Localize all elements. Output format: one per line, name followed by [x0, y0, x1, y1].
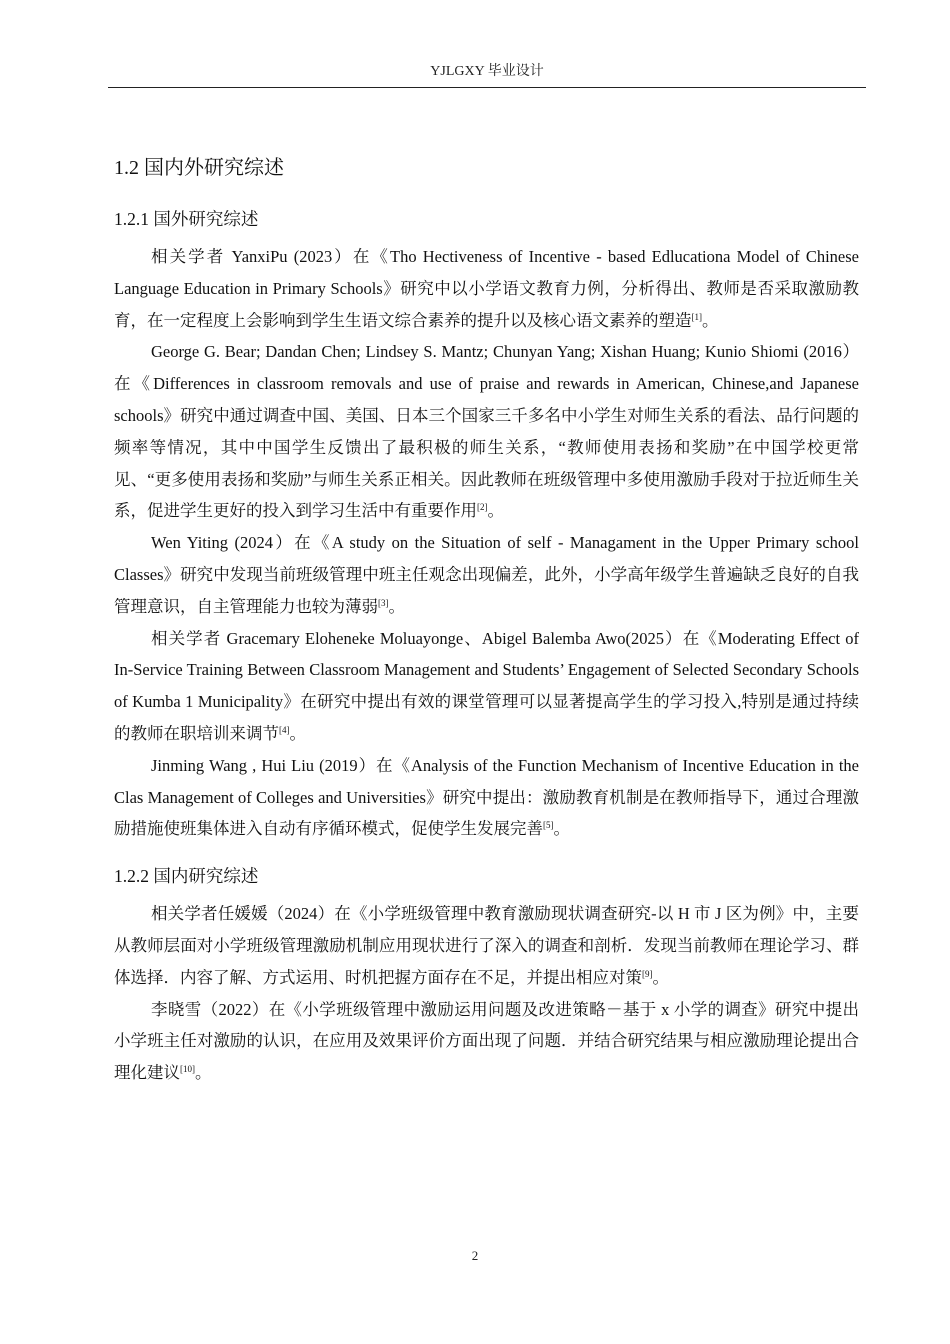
page-header [108, 62, 866, 82]
paragraph [114, 241, 859, 336]
paragraph-end: 。 [553, 819, 570, 839]
paragraph [114, 994, 859, 1089]
paragraph [114, 336, 859, 527]
subsection-title-foreign: 1.2.1 国外研究综述 [114, 209, 259, 229]
citation-ref: [1] [691, 311, 702, 322]
paragraph-text: Jinming Wang , Hui Liu (2019）在《Analysis of the Function Mechanism of Incentive Education in the Clas Management of Colleges and Universities》研究中提出：激励教育机制是在教师指导下，通过合理激励措施使班集体进入自动有序循环模式，促使学生发展完善 [114, 755, 859, 839]
paragraph [114, 898, 859, 993]
paragraph-text: 相关学者 Gracemary Eloheneke Moluayonge、Abigel Balemba Awo(2025）在《Moderating Effect of In-Service Training Between Classroom Management and Students’ Engagement of Selected Secondary Schools of Kumba 1 Municipality》在研究中提出有效的课堂管理可以显著提高学生的学习投入,特别是通过持续的教师在职培训来调节 [114, 628, 859, 743]
citation-ref: [3] [378, 597, 389, 608]
paragraph-text: 李晓雪（2022）在《小学班级管理中激励运用问题及改进策略－基于 x 小学的调查》研究中提出小学班主任对激励的认识，在应用及效果评价方面出现了问题．并结合研究结果与相应激励理论提出合理化建议 [114, 999, 859, 1083]
paragraph [114, 750, 859, 845]
document-body [114, 152, 859, 1089]
citation-ref: [2] [477, 502, 488, 513]
page-number: 2 [471, 1248, 479, 1263]
citation-ref: [5] [543, 820, 554, 831]
paragraph-end: 。 [289, 723, 306, 743]
paragraph-end: 。 [702, 310, 719, 330]
paragraph-text: George G. Bear; Dandan Chen; Lindsey S. Mantz; Chunyan Yang; Xishan Huang; Kunio Shiomi (2016）在《Differences in classroom removals and use of praise and rewards in American, Chinese,and Japanese schools》研究中通过调查中国、美国、日本三个国家三千多名中小学生对师生关系的看法、品行问题的频率等情况，其中中国学生反馈出了最积极的师生关系，“教师使用表扬和奖励”在中国学校更常见、“更多使用表扬和奖励”与师生关系正相关。因此教师在班级管理中多使用激励手段对于拉近师生关系，促进学生更好的投入到学习生活中有重要作用 [114, 342, 859, 521]
paragraph-text: 相关学者任媛媛（2024）在《小学班级管理中教育激励现状调查研究-以 H 市 J 区为例》中，主要从教师层面对小学班级管理激励机制应用现状进行了深入的调查和剖析．发现当前教师在理论学习、群体选择．内容了解、方式运用、时机把握方面存在不足，并提出相应对策 [114, 904, 859, 987]
citation-ref: [4] [279, 724, 290, 735]
header-title: YJLGXY 毕业设计 [430, 64, 544, 79]
paragraph [114, 623, 859, 750]
paragraph-end: 。 [487, 501, 504, 521]
section-title: 1.2 国内外研究综述 [114, 157, 284, 179]
paragraph-text: Wen Yiting (2024）在《A study on the Situation of self - Managament in the Upper Primary school Classes》研究中发现当前班级管理中班主任观念出现偏差，此外，小学高年级学生普遍缺乏良好的自我管理意识，自主管理能力也较为薄弱 [114, 533, 859, 616]
paragraph-end: 。 [388, 596, 405, 616]
subsection-title-domestic: 1.2.2 国内研究综述 [114, 866, 259, 887]
paragraph-text: 相关学者 YanxiPu (2023）在《Tho Hectiveness of Incentive - based Edlucationa Model of Chinese Language Education in Primary Schools》研究中以小学语文教育力例，分析得出、教师是否采取激励教育，在一定程度上会影响到学生生语文综合素养的提升以及核心语文素养的塑造 [114, 247, 859, 330]
paragraph-end: 。 [652, 967, 669, 987]
paragraph-end: 。 [195, 1063, 212, 1083]
citation-ref: [10] [180, 1064, 195, 1075]
paragraph [114, 527, 859, 622]
citation-ref: [9] [642, 968, 653, 979]
header-rule [108, 87, 866, 88]
